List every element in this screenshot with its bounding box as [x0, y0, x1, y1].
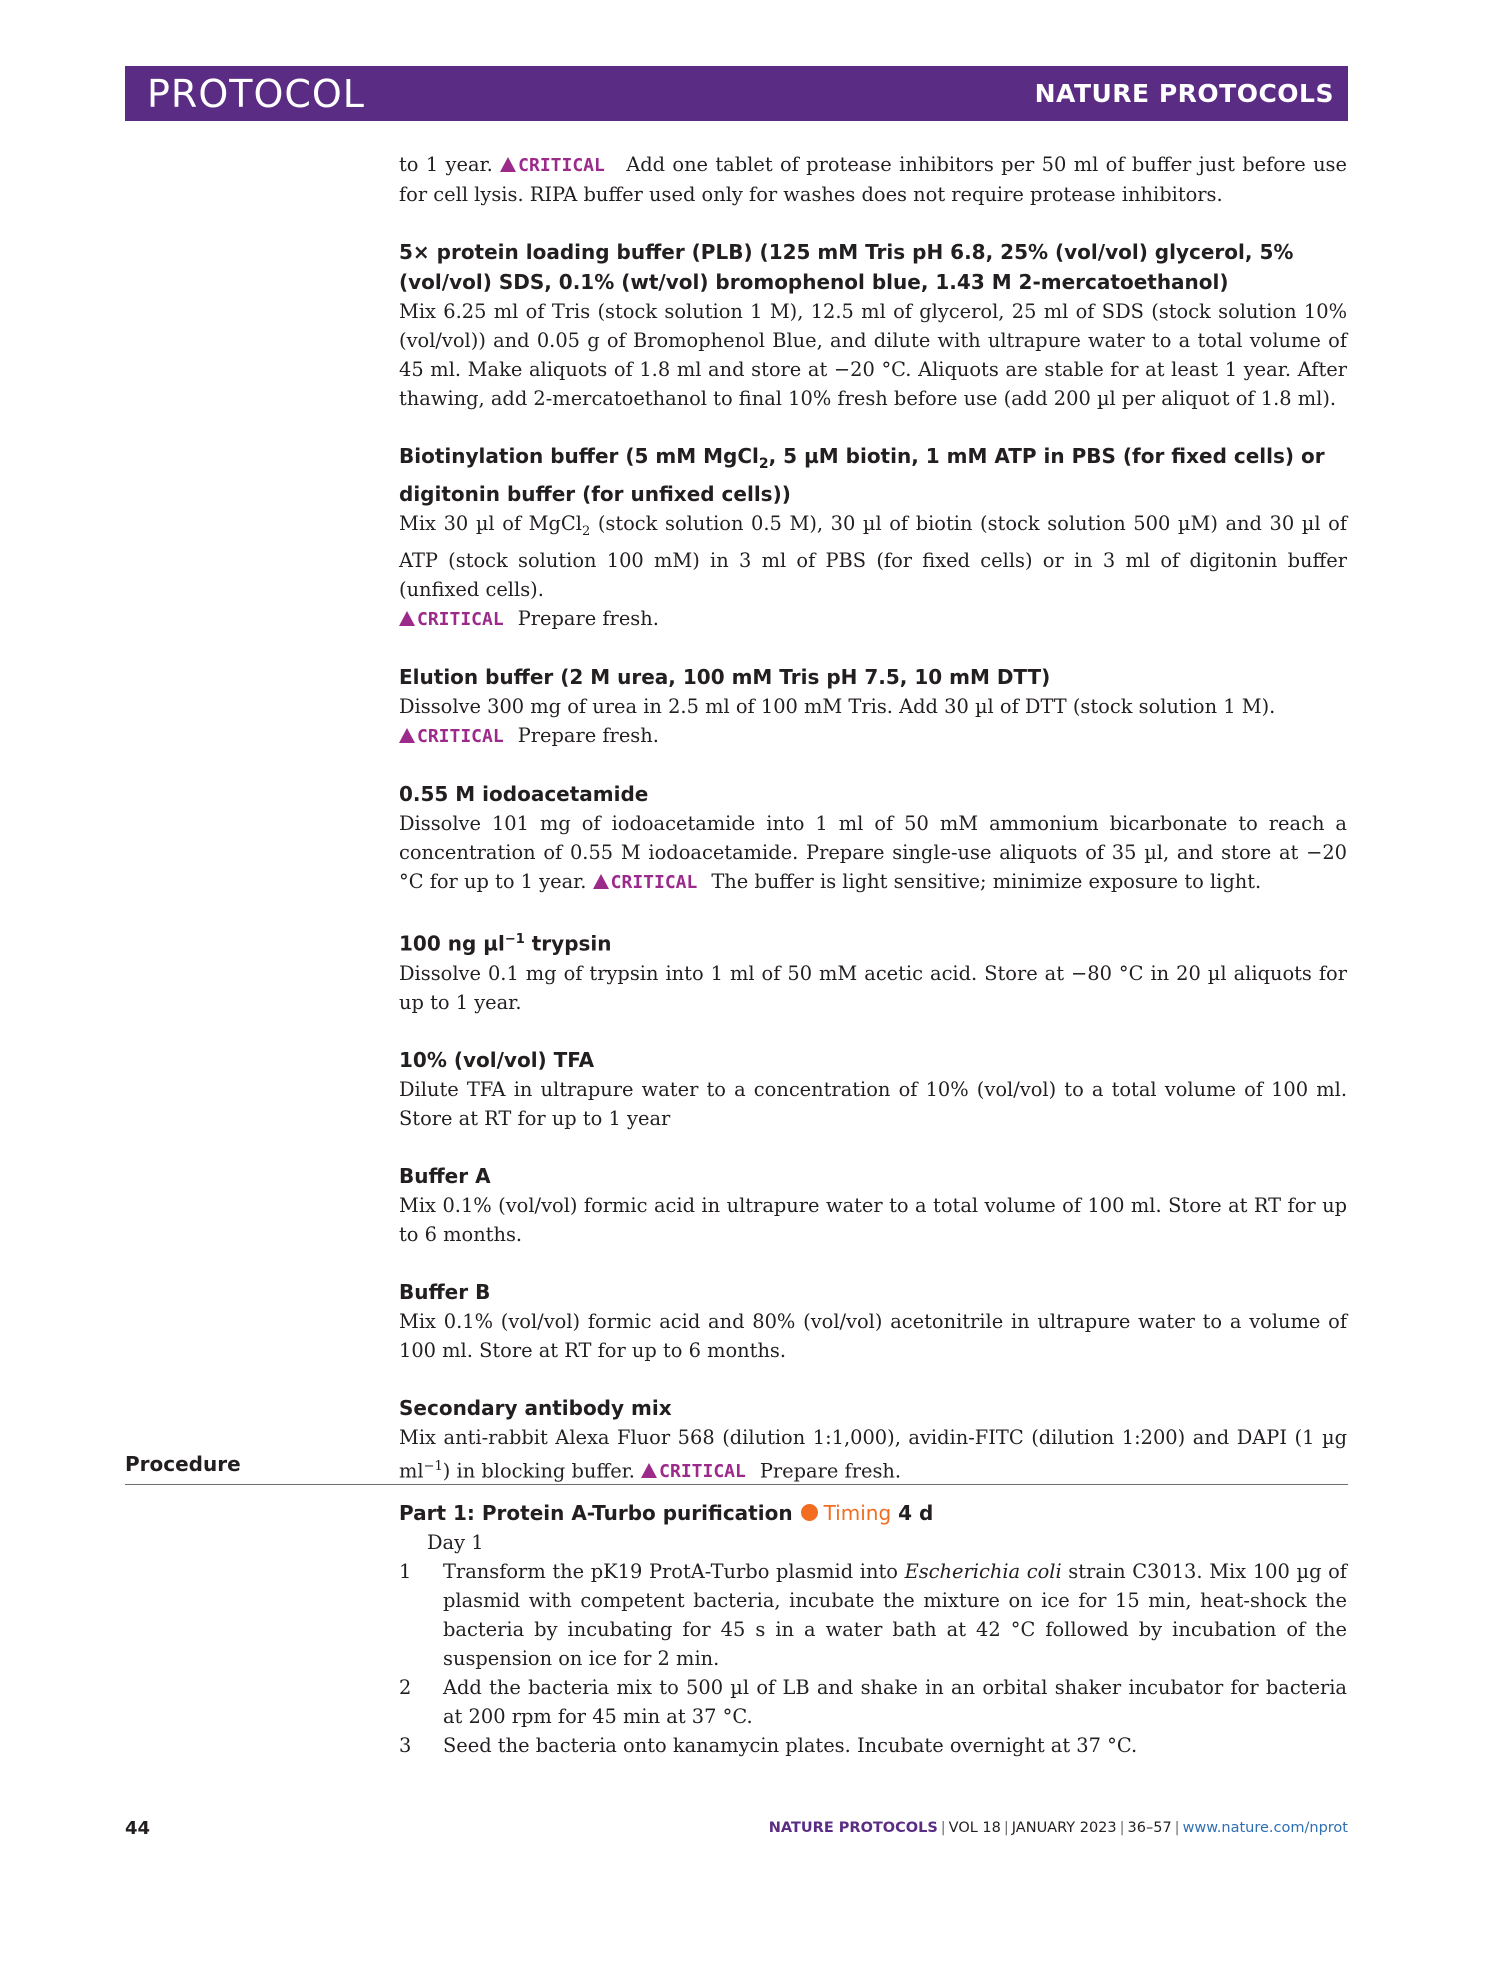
critical-marker: CRITICAL: [500, 155, 605, 176]
article-type-label: PROTOCOL: [147, 71, 365, 116]
section-trypsin: [399, 925, 1347, 1017]
day-label: Day 1: [427, 1531, 484, 1554]
ripa-continuation: to 1 year. CRITICAL Add one tablet of protease inhibitors per 50 ml of buffer just before use for cell lysis. RIPA buffer used only for washes does not require protease inhibitors.: [399, 153, 1347, 206]
timing-label: Timing: [823, 1501, 892, 1525]
section-body: Mix 6.25 ml of Tris (stock solution 1 M), 12.5 ml of glycerol, 25 ml of SDS (stock solution 10% (vol/vol)) and 0.05 g of Bromophenol Blue, and dilute with ultrapure water to a total volume of 45 ml. Make aliquots of 1.8 ml and store at −20 °C. Aliquots are stable for at least 1 year. After thawing, add 2-mercatoethanol to final 10% fresh before use (add 200 µl per aliquot of 1.8 ml).: [399, 300, 1347, 410]
section-body: Dissolve 101 mg of iodoacetamide into 1 ml of 50 mM ammonium bicarbonate to reach a concentration of 0.55 M iodoacetamide. Prepare single-use aliquots of 35 µl, and store at −20 °C for up to 1 year. CRITICAL The buffer is light sensitive; minimize exposure to light.: [399, 811, 1347, 893]
section-body: Mix anti-rabbit Alexa Fluor 568 (dilution 1:1,000), avidin-FITC (dilution 1:200) and DAPI (1 µg $ml^{-1}$) in blocking buffer. CRITICAL Prepare fresh.: [399, 1425, 1347, 1482]
page-footer: [125, 1818, 1348, 1842]
section-heading: Buffer A: [399, 1163, 491, 1188]
critical-marker: CRITICAL: [399, 726, 504, 747]
journal-banner: [125, 66, 1348, 121]
section-iodoacetamide: [399, 779, 1347, 897]
journal-name: NATURE PROTOCOLS: [1034, 79, 1334, 108]
section-heading: Elution buffer (2 M urea, 100 mM Tris pH 7.5, 10 mM DTT): [399, 664, 1051, 689]
warning-triangle-icon: [593, 874, 609, 889]
reagent-setup-content: [399, 150, 1347, 1514]
critical-marker: CRITICAL: [593, 872, 698, 893]
section-body: Mix 0.1% (vol/vol) formic acid in ultrapure water to a total volume of 100 ml. Store at RT for up to 6 months.: [399, 1193, 1347, 1246]
section-heading: 10% (vol/vol) TFA: [399, 1047, 595, 1072]
section-body: Dilute TFA in ultrapure water to a concentration of 10% (vol/vol) to a total volume of 100 ml. Store at RT for up to 1 year: [399, 1077, 1347, 1130]
critical-marker: CRITICAL: [641, 1461, 746, 1482]
timing-value: 4 d: [898, 1501, 934, 1525]
timing-dot-icon: [801, 1504, 818, 1521]
section-heading: 100 ng µl$^{-1}$ trypsin: [399, 931, 612, 956]
journal-url-link[interactable]: www.nature.com/nprot: [1182, 1820, 1348, 1836]
procedure-step: 1 Transform the pK19 ProtA-Turbo plasmid into Escherichia coli strain C3013. Mix 100 µg of plasmid with competent bacteria, incubate the mixture on ice for 15 min, heat-shock the bacteria by incubating for 45 s in a water bath at 42 °C followed by incubation of the suspension on ice for 2 min.: [399, 1560, 1347, 1670]
warning-triangle-icon: [641, 1463, 657, 1478]
section-heading: 5× protein loading buffer (PLB) (125 mM Tris pH 6.8, 25% (vol/vol) glycerol, 5% (vol/vol) SDS, 0.1% (wt/vol) bromophenol blue, 1.43 M 2-mercatoethanol): [399, 240, 1294, 294]
section-tfa: [399, 1045, 1347, 1133]
section-heading: Buffer B: [399, 1279, 491, 1304]
warning-triangle-icon: [399, 728, 415, 743]
critical-marker: CRITICAL: [399, 609, 504, 630]
citation: NATURE PROTOCOLS | VOL 18 | JANUARY 2023 | 36–57 | www.nature.com/nprot: [768, 1820, 1348, 1836]
section-heading: Biotinylation buffer (5 mM MgCl$_2$, 5 µM biotin, 1 mM ATP in PBS (for fixed cells) or digitonin buffer (for unfixed cells)): [399, 444, 1325, 506]
section-heading: Secondary antibody mix: [399, 1395, 672, 1420]
section-secondary-antibody: [399, 1393, 1347, 1486]
section-body: Dissolve 0.1 mg of trypsin into 1 ml of 50 mM acetic acid. Store at −80 °C in 20 µl aliquots for up to 1 year.: [399, 961, 1347, 1014]
section-plb: [399, 237, 1347, 413]
procedure-label: Procedure: [125, 1452, 241, 1476]
section-heading: 0.55 M iodoacetamide: [399, 781, 649, 806]
procedure-divider: [125, 1484, 1348, 1485]
section-buffer-b: [399, 1277, 1347, 1365]
section-body: Dissolve 300 mg of urea in 2.5 ml of 100 mM Tris. Add 30 µl of DTT (stock solution 1 M). CRITICAL Prepare fresh.: [399, 694, 1276, 747]
page-number: 44: [125, 1818, 151, 1839]
warning-triangle-icon: [500, 157, 516, 172]
section-body: Mix 30 µl of MgCl$_2$ (stock solution 0.5 M), 30 µl of biotin (stock solution 500 µM) and 30 µl of ATP (stock solution 100 mM) in 3 ml of PBS (for fixed cells) or in 3 ml of digitonin buffer (unfixed cells). CRITICAL Prepare fresh.: [399, 512, 1347, 630]
procedure-step: 2 Add the bacteria mix to 500 µl of LB and shake in an orbital shaker incubator for bacteria at 200 rpm for 45 min at 37 °C.: [399, 1676, 1347, 1728]
warning-triangle-icon: [399, 611, 415, 626]
part-title: Part 1: Protein A-Turbo purification Timing 4 d: [399, 1501, 934, 1525]
section-buffer-a: [399, 1161, 1347, 1249]
section-biotinylation-buffer: [399, 441, 1347, 634]
section-body: Mix 0.1% (vol/vol) formic acid and 80% (vol/vol) acetonitrile in ultrapure water to a volume of 100 ml. Store at RT for up to 6 months.: [399, 1309, 1347, 1362]
procedure-step: 3 Seed the bacteria onto kanamycin plates. Incubate overnight at 37 °C.: [399, 1734, 1138, 1757]
procedure-part-1: [399, 1498, 1347, 1760]
section-elution-buffer: [399, 662, 1347, 751]
